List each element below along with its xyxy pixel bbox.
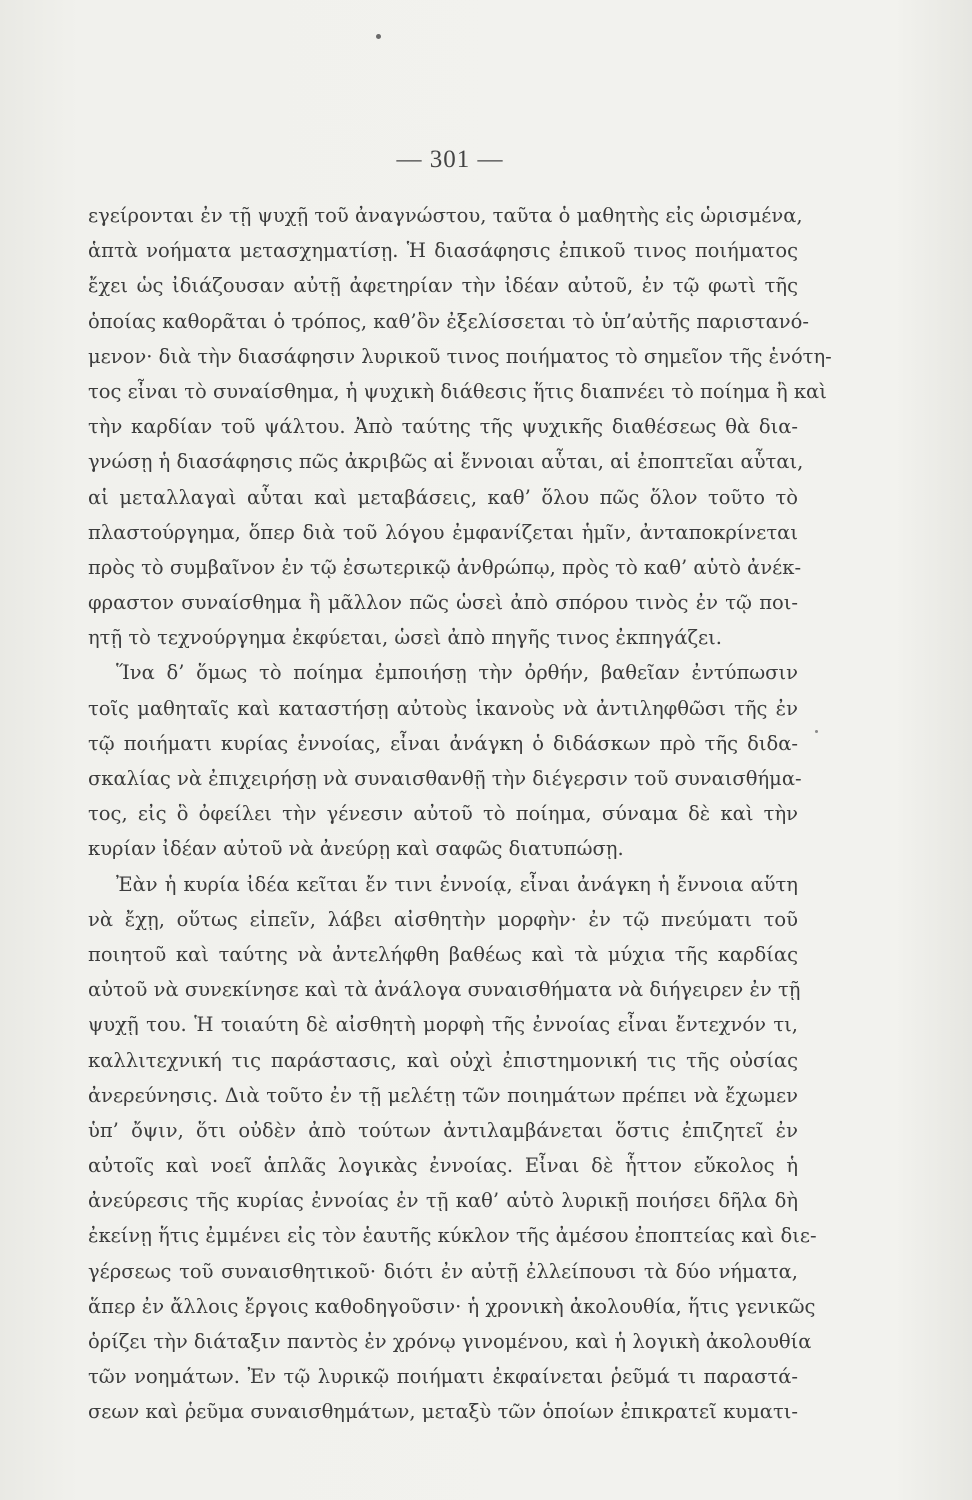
text-line: κυρίαν ἰδέαν αὐτοῦ νὰ ἀνεύρῃ καὶ σαφῶς διατυπώσῃ. bbox=[88, 837, 624, 861]
text-line: ὁποίας καθορᾶται ὁ τρόπος, καθ’ὃν ἐξελίσσεται τὸ ὑπ’αὐτῆς παριστανό- bbox=[88, 309, 809, 333]
text-line: ἀνεύρεσις τῆς κυρίας ἐννοίας ἐν τῇ καθ’ αὑτὸ λυρικῇ ποιήσει δῆλα δὴ bbox=[88, 1189, 798, 1213]
text-line: τος εἶναι τὸ συναίσθημα, ἡ ψυχικὴ διάθεσις ἥτις διαπνέει τὸ ποίημα ἢ καὶ bbox=[88, 379, 827, 403]
text-line: αὐτοῖς καὶ νοεῖ ἁπλᾶς λογικὰς ἐννοίας. Εἶναι δὲ ἧττον εὔκολος ἡ bbox=[88, 1154, 798, 1178]
ink-speck bbox=[376, 34, 381, 39]
text-line: μενον· διὰ τὴν διασάφησιν λυρικοῦ τινος ποιήματος τὸ σημεῖον τῆς ἑνότη- bbox=[88, 344, 832, 368]
text-line: τῷ ποιήματι κυρίας ἐννοίας, εἶναι ἀνάγκη ὁ διδάσκων πρὸ τῆς διδα- bbox=[88, 731, 798, 755]
text-line: νὰ ἔχῃ, οὕτως εἰπεῖν, λάβει αἰσθητὴν μορφὴν· ἐν τῷ πνεύματι τοῦ bbox=[88, 907, 798, 931]
text-line: ψυχῇ του. Ἡ τοιαύτη δὲ αἰσθητὴ μορφὴ τῆς ἐννοίας εἶναι ἔντεχνόν τι, bbox=[88, 1013, 798, 1037]
text-line: ἀνερεύνησις. Διὰ τοῦτο ἐν τῇ μελέτῃ τῶν ποιημάτων πρέπει νὰ ἔχωμεν bbox=[88, 1083, 798, 1107]
text-line: ἔχει ὡς ἰδιάζουσαν αὐτῇ ἀφετηρίαν τὴν ἰδέαν αὐτοῦ, ἐν τῷ φωτὶ τῆς bbox=[88, 274, 798, 298]
text-line: γνώσῃ ἡ διασάφησις πῶς ἀκριβῶς αἱ ἔννοιαι αὗται, αἱ ἐποπτεῖαι αὗται, bbox=[88, 450, 804, 474]
text-line: πλαστούργημα, ὅπερ διὰ τοῦ λόγου ἐμφανίζεται ἡμῖν, ἀνταποκρίνεται bbox=[88, 520, 798, 544]
text-line: αὐτοῦ νὰ συνεκίνησε καὶ τὰ ἀνάλογα συναισθήματα νὰ διήγειρεν ἐν τῇ bbox=[88, 978, 801, 1002]
text-line: ἁπτὰ νοήματα μετασχηματίσῃ. Ἡ διασάφησις ἐπικοῦ τινος ποιήματος bbox=[88, 239, 798, 263]
text-line: εγείρονται ἐν τῇ ψυχῇ τοῦ ἀναγνώστου, ταῦτα ὁ μαθητὴς εἰς ὡρισμένα, bbox=[88, 204, 803, 227]
text-line: ἅπερ ἐν ἄλλοις ἔργοις καθοδηγοῦσιν· ἡ χρονικὴ ἀκολουθία, ἥτις γενικῶς bbox=[88, 1294, 816, 1318]
ink-speck bbox=[815, 730, 818, 733]
text-line: Ἐὰν ἡ κυρία ἰδέα κεῖται ἔν τινι ἐννοίᾳ, εἶναι ἀνάγκη ἡ ἔννοια αὕτη bbox=[116, 872, 798, 896]
text-line: Ἵνα δ’ ὅμως τὸ ποίημα ἐμποιήσῃ τὴν ὀρθήν, βαθεῖαν ἐντύπωσιν bbox=[116, 661, 798, 685]
text-line: τος, εἰς ὃ ὀφείλει τὴν γένεσιν αὐτοῦ τὸ ποίημα, σύναμα δὲ καὶ τὴν bbox=[88, 802, 798, 826]
text-line: ὁρίζει τὴν διάταξιν παντὸς ἐν χρόνῳ γινομένου, καὶ ἡ λογικὴ ἀκολουθία bbox=[88, 1330, 812, 1353]
text-line: τὴν καρδίαν τοῦ ψάλτου. Ἀπὸ ταύτης τῆς ψυχικῆς διαθέσεως θὰ δια- bbox=[88, 415, 798, 439]
text-line: ὑπ’ ὄψιν, ὅτι οὐδὲν ἀπὸ τούτων ἀντιλαμβάνεται ὅστις ἐπιζητεῖ ἐν bbox=[88, 1118, 798, 1142]
page-number: — 301 — bbox=[396, 146, 504, 173]
text-line: ητῇ τὸ τεχνούργημα ἐκφύεται, ὡσεὶ ἀπὸ πηγῆς τινος ἐκπηγάζει. bbox=[88, 626, 723, 650]
text-line: αἱ μεταλλαγαὶ αὗται καὶ μεταβάσεις, καθ’ ὅλου πῶς ὅλον τοῦτο τὸ bbox=[88, 485, 798, 509]
text-line: φραστον συναίσθημα ἢ μᾶλλον πῶς ὡσεὶ ἀπὸ σπόρου τινὸς ἐν τῷ ποι- bbox=[88, 591, 798, 615]
text-line: σκαλίας νὰ ἐπιχειρήσῃ νὰ συναισθανθῇ τὴν διέγερσιν τοῦ συναισθήμα- bbox=[88, 767, 802, 790]
text-line: πρὸς τὸ συμβαῖνον ἐν τῷ ἐσωτερικῷ ἀνθρώπῳ, πρὸς τὸ καθ’ αὑτὸ ἀνέκ- bbox=[88, 555, 802, 579]
text-line: ποιητοῦ καὶ ταύτης νὰ ἀντελήφθη βαθέως καὶ τὰ μύχια τῆς καρδίας bbox=[88, 942, 798, 966]
text-line: τοῖς μαθηταῖς καὶ καταστήσῃ αὐτοὺς ἱκανοὺς νὰ ἀντιληφθῶσι τῆς ἐν bbox=[88, 696, 798, 720]
text-line: σεων καὶ ῥεῦμα συναισθημάτων, μεταξὺ τῶν ὁποίων ἐπικρατεῖ κυματι- bbox=[88, 1400, 798, 1424]
text-line: καλλιτεχνική τις παράστασις, καὶ οὐχὶ ἐπιστημονική τις τῆς οὐσίας bbox=[88, 1048, 798, 1072]
text-line: ἐκείνῃ ἥτις ἐμμένει εἰς τὸν ἑαυτῆς κύκλον τῆς ἀμέσου ἐποπτείας καὶ διε- bbox=[88, 1224, 817, 1248]
body-text bbox=[88, 198, 832, 1430]
text-line: τῶν νοημάτων. Ἐν τῷ λυρικῷ ποιήματι ἐκφαίνεται ῥεῦμά τι παραστά- bbox=[88, 1365, 798, 1389]
text-line: γέρσεως τοῦ συναισθητικοῦ· διότι ἐν αὐτῇ ἐλλείπουσι τὰ δύο νήματα, bbox=[88, 1259, 798, 1283]
